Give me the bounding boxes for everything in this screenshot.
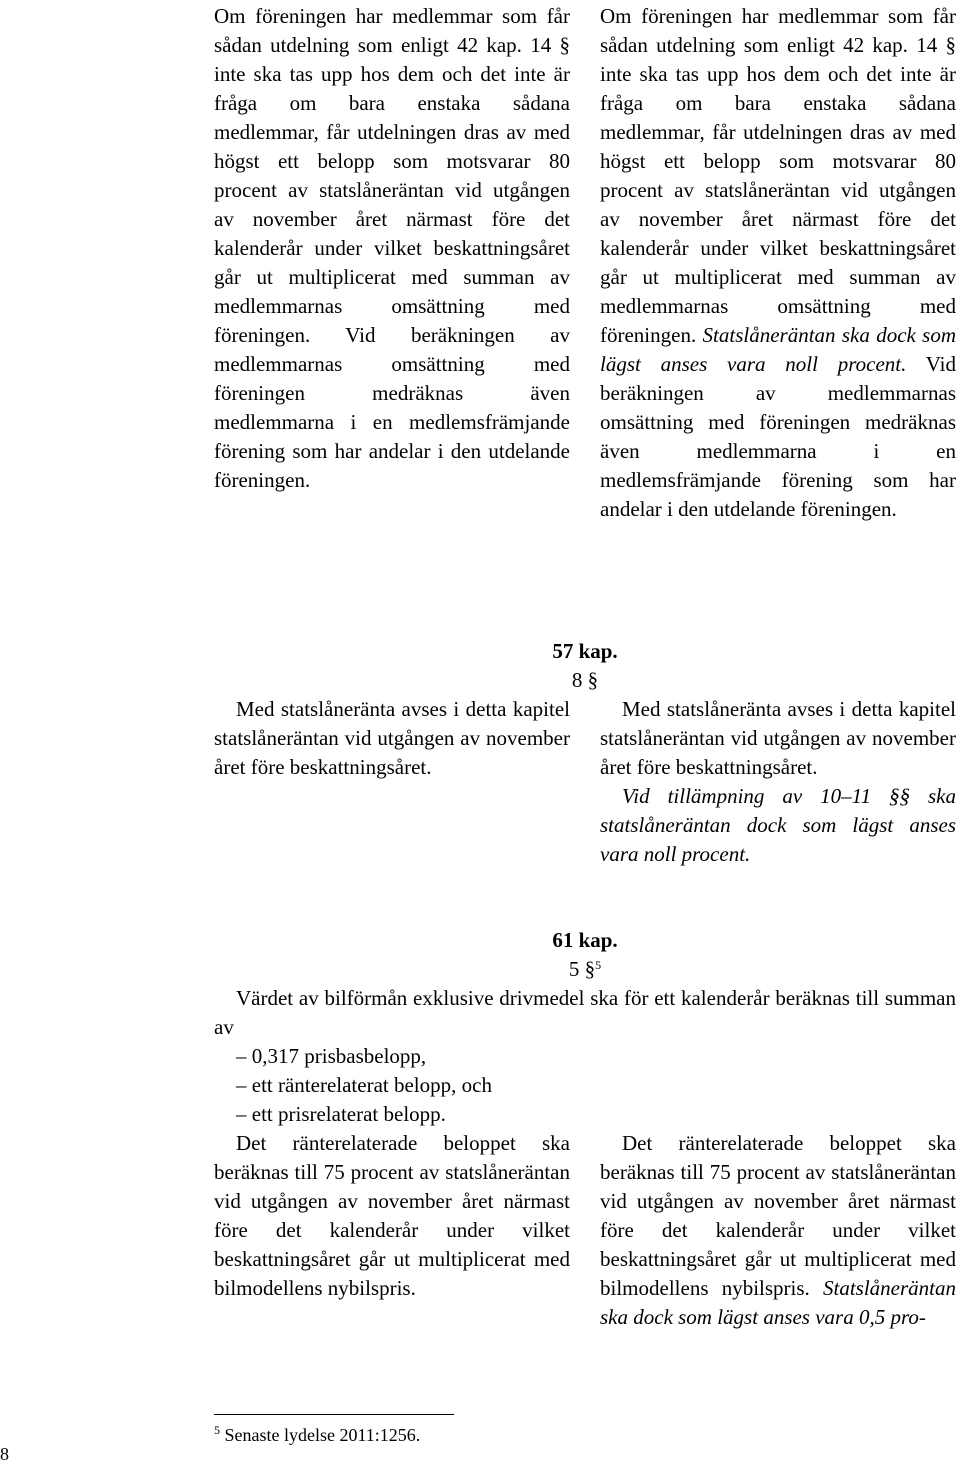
current-paragraph: Om föreningen har medlemmar som får sådan utdelning som enligt 42 kap. 14 § inte ska tas upp hos dem och det inte är fråga om bara enstaka sådana medlemmar, får utdelningen dras av med högst ett belopp som motsvarar 80 procent av statslåneräntan vid utgången av november året närmast före det kalenderår under vilket beskattningsåret går ut multiplicerat med summan av medlemmarnas omsättning med föreningen. Vid beräkningen av medlemmarnas omsättning med föreningen medräknas även medlemmarna i en medlemsfrämjande förening som har andelar i den utdelande föreningen. [214,4,570,492]
footnote [214,1423,420,1447]
footnote-ref: 5 [595,958,602,972]
proposed-text-column-2 [600,695,956,869]
page-number: 8 [0,1444,9,1464]
proposed-text-column-1 [600,2,956,524]
footnote-divider [214,1414,454,1415]
proposed-text-column-3 [600,1129,956,1332]
current-text-column-3 [214,1129,570,1303]
intro-paragraph: Värdet av bilförmån exklusive drivmedel ska för ett kalenderår beräknas till summan av [214,986,956,1039]
list-item: – ett prisrelaterat belopp. [236,1102,446,1126]
current-paragraph: Med statslåneränta avses i detta kapitel statslåneräntan vid utgången av november året före beskattningsåret. [214,697,570,779]
list-item: – 0,317 prisbasbelopp, [236,1044,427,1068]
paragraph-heading-5: 5 §$^5$ [568,957,602,981]
proposed-paragraph: Det ränterelaterade beloppet ska beräknas till 75 procent av statslåneräntan vid utgången av november året närmast före det kalenderår under vilket beskattningsåret går ut multiplicerat med bilmodellens nybilspris. Statslåneräntan ska dock som lägst anses vara 0,5 pro- [600,1131,956,1329]
shared-text-block [214,984,956,1129]
proposed-paragraph: Med statslåneränta avses i detta kapitel statslåneräntan vid utgången av november året före beskattningsåret. [600,697,956,779]
chapter-heading-57: 57 kap. [552,639,618,663]
proposed-italic-text: Statslåneräntan ska dock som lägst anses vara 0,5 pro- [600,1276,956,1329]
current-text-column-2 [214,695,570,782]
proposed-text: Vid beräkningen av medlemmarnas omsättning med föreningen medräknas även medlemmarna i en medlemsfrämjande förening som har andelar i den utdelande föreningen. [600,352,956,521]
chapter-heading-61: 61 kap. [552,928,618,952]
proposed-paragraph [600,2,956,524]
list-item: – ett ränterelaterat belopp, och [236,1073,492,1097]
current-paragraph: Det ränterelaterade beloppet ska beräknas till 75 procent av statslåneräntan vid utgången av november året närmast före det kalenderår under vilket beskattningsåret går ut multiplicerat med bilmodellens nybilspris. [214,1131,570,1300]
footnote-number: 5 [214,1423,220,1437]
proposed-italic-text: Statslåneräntan ska dock som lägst anses vara noll procent. [600,323,956,376]
proposed-text: Om föreningen har medlemmar som får sådan utdelning som enligt 42 kap. 14 § inte ska tas upp hos dem och det inte är fråga om bara enstaka sådana medlemmar, får utdelningen dras av med högst ett belopp som motsvarar 80 procent av statslåneräntan vid utgången av november året närmast före det kalenderår under vilket beskattningsåret går ut multiplicerat med summan av medlemmarnas omsättning med föreningen. [600,4,956,347]
paragraph-heading-8: 8 § [571,668,599,692]
proposed-italic-paragraph: Vid tillämpning av 10–11 §§ ska statslåneräntan dock som lägst anses vara noll procent. [600,784,956,866]
footnote-text: Senaste lydelse 2011:1256. [224,1425,421,1445]
current-text-column-1 [214,2,570,495]
